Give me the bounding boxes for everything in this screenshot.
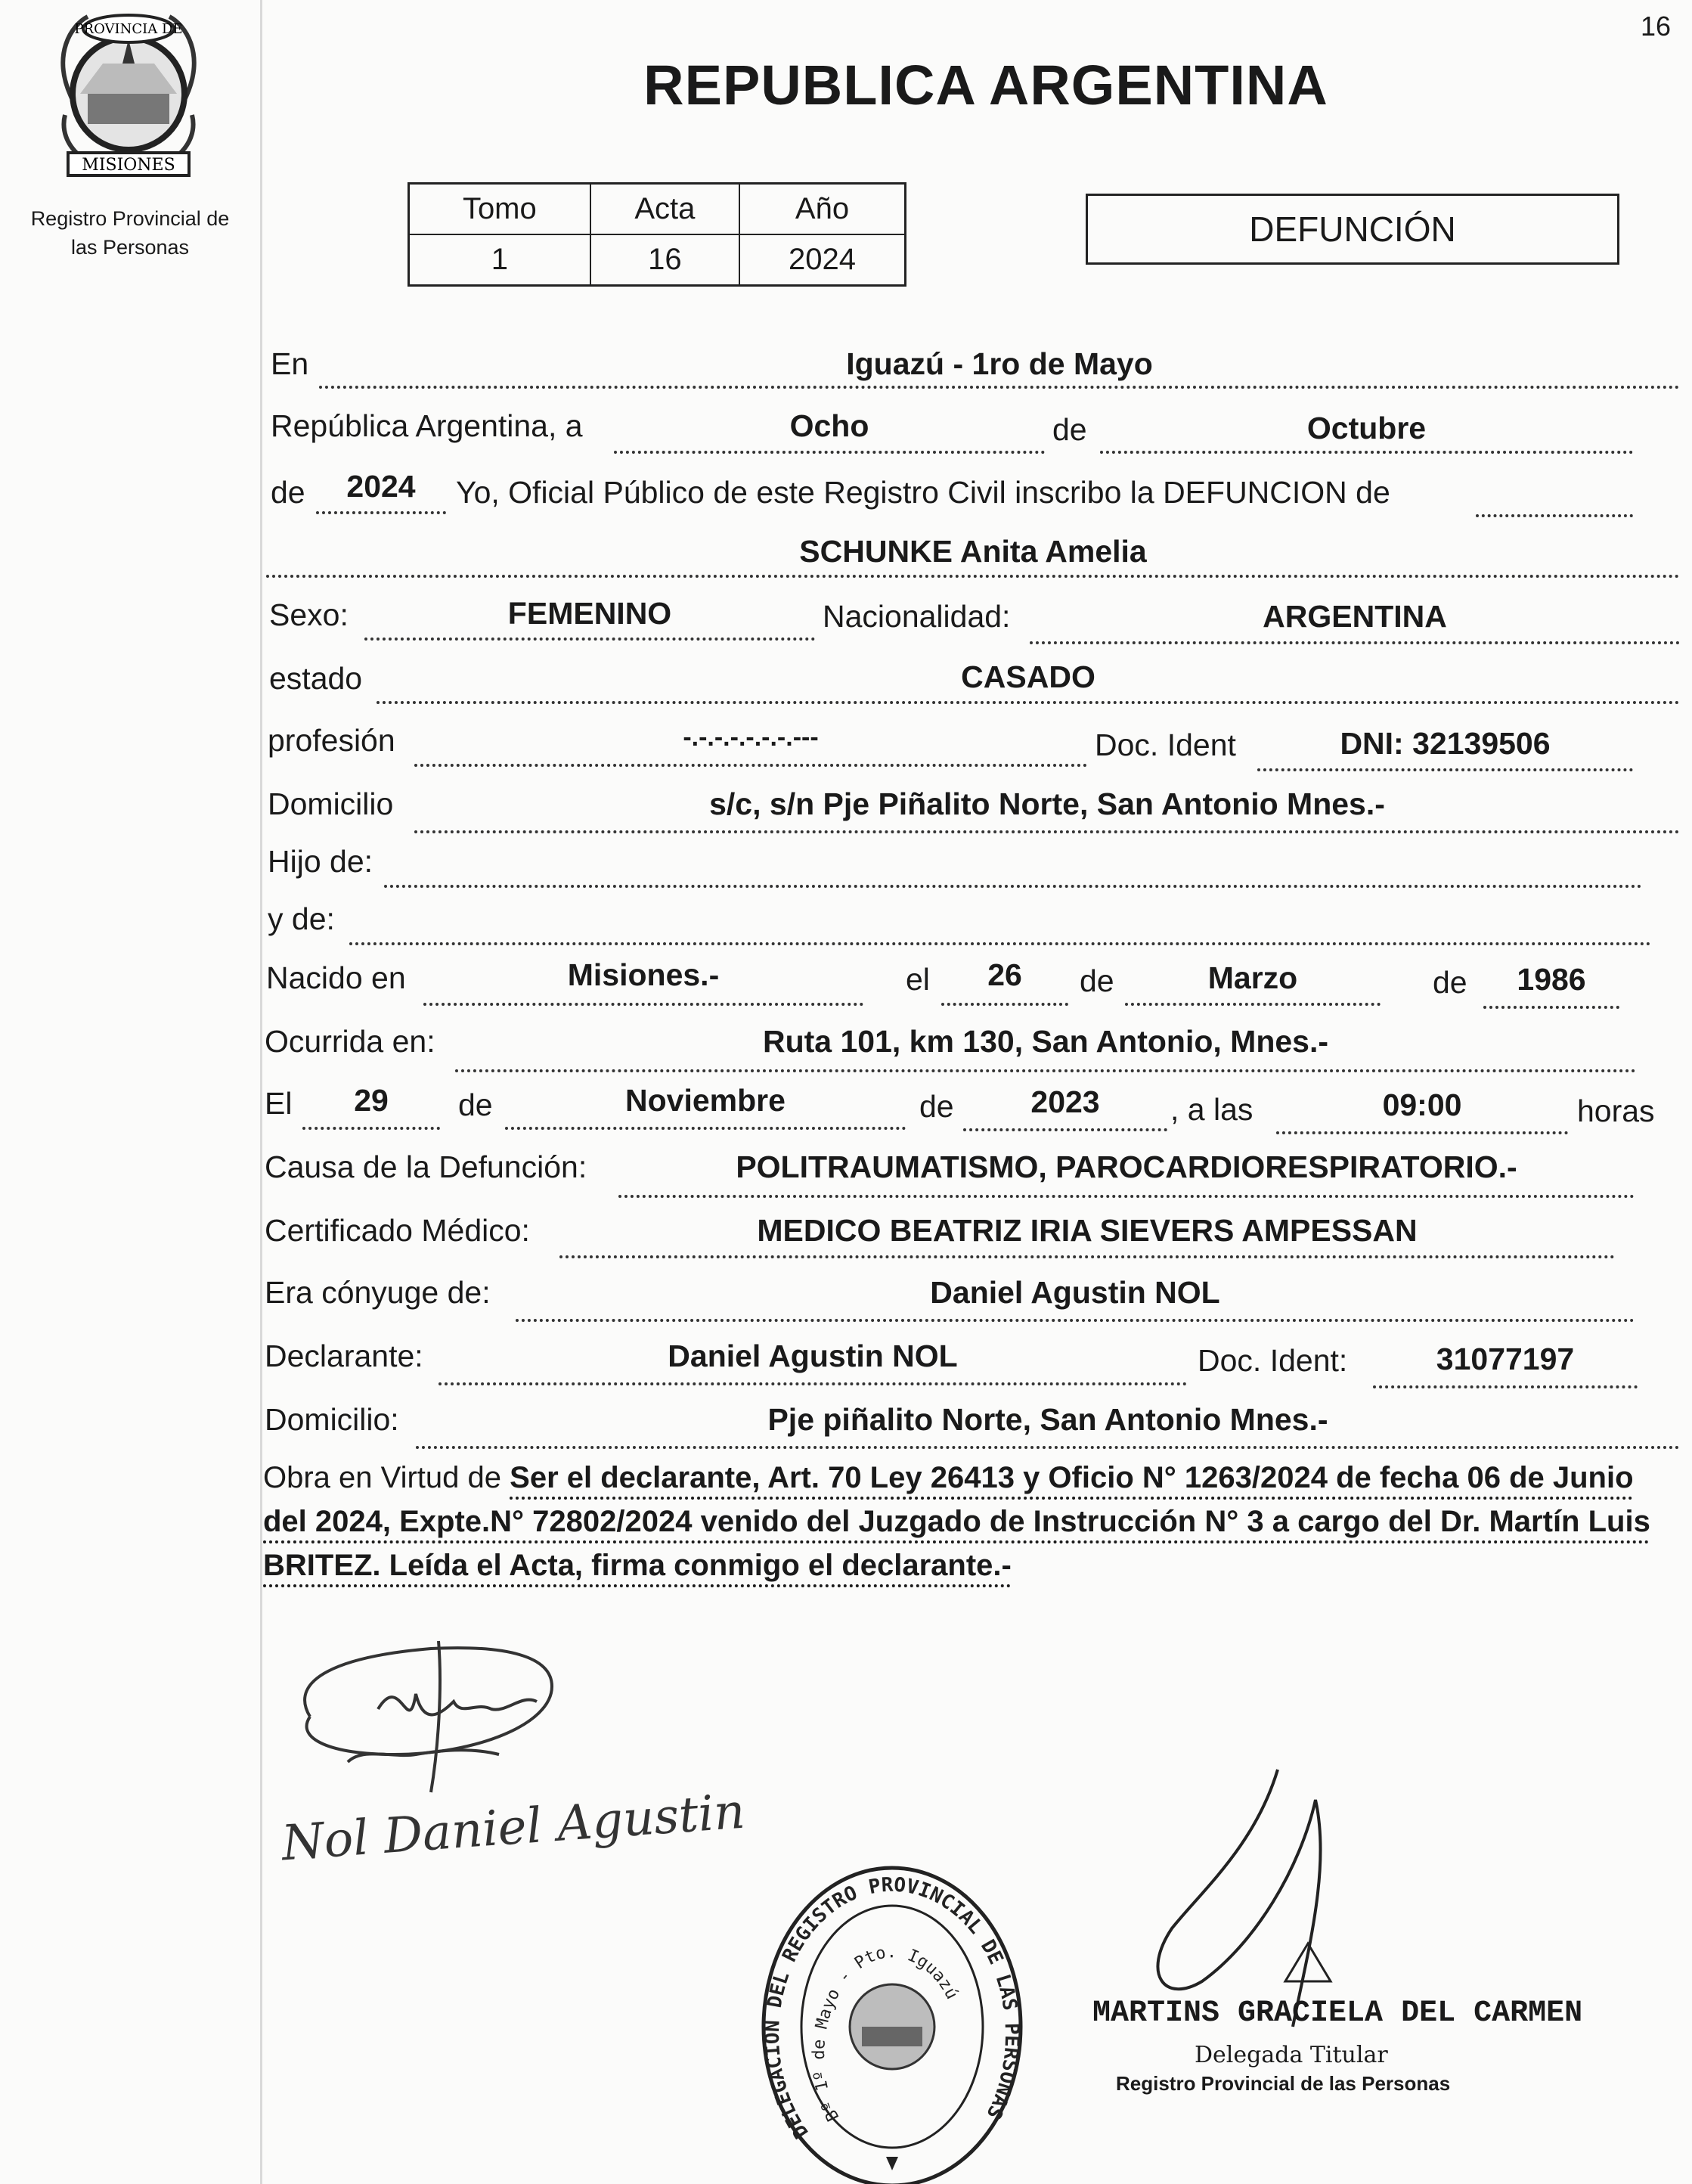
dotted-line [505, 1127, 906, 1130]
official-role: Delegada Titular [1195, 2042, 1388, 2068]
declarante-label: Declarante: [265, 1339, 423, 1373]
profesion-label: profesión [268, 723, 395, 758]
registry-label-line1: Registro Provincial de [30, 207, 230, 230]
el2-label: El [265, 1086, 293, 1121]
nacido-dia-value: 26 [987, 957, 1022, 992]
de-label: de [919, 1089, 954, 1124]
dotted-line [319, 386, 1680, 389]
estado-label: estado [269, 661, 363, 696]
de-label: de [1052, 412, 1087, 447]
nacido-mes-value: Marzo [1207, 960, 1298, 995]
causa-label: Causa de la Defunción: [265, 1149, 587, 1184]
doc-ident-label: Doc. Ident [1095, 727, 1236, 762]
obra-paragraph [263, 1456, 1674, 1587]
muerte-dia-value: 29 [354, 1083, 389, 1118]
doc-ident2-label: Doc. Ident: [1198, 1343, 1348, 1378]
dotted-line [349, 942, 1651, 945]
alas-label: , a las [1170, 1092, 1254, 1127]
stamp-text: DELEGACION DEL REGISTRO PROVINCIAL DE LAS PERSONAS [761, 1873, 1024, 2142]
conyuge-value: Daniel Agustin NOL [930, 1275, 1220, 1310]
dotted-line [941, 1003, 1068, 1006]
ocurrida-value: Ruta 101, km 130, San Antonio, Mnes.- [762, 1024, 1329, 1059]
dotted-line [963, 1128, 1167, 1131]
emblem-top-text: PROVINCIA DE [74, 21, 183, 37]
estado-value: CASADO [961, 659, 1095, 694]
dotted-line [414, 830, 1680, 833]
emblem-bottom-text: MISIONES [82, 156, 175, 175]
table-header-acta: Acta [590, 184, 739, 235]
registry-stamp-icon [748, 1845, 1036, 2184]
de-label: de [271, 475, 305, 510]
dotted-line [618, 1195, 1635, 1198]
month-value: Octubre [1306, 411, 1427, 445]
muerte-hora-value: 09:00 [1382, 1087, 1462, 1122]
dotted-line [1030, 641, 1680, 644]
page-number: 16 [1641, 11, 1672, 42]
document-title: REPUBLICA ARGENTINA [643, 54, 1328, 116]
dotted-line [516, 1319, 1635, 1322]
dotted-line [1276, 1131, 1568, 1134]
certificado-value: MEDICO BEATRIZ IRIA SIEVERS AMPESSAN [757, 1213, 1418, 1248]
year-value: 2024 [346, 469, 416, 504]
dotted-line [1100, 451, 1633, 454]
official-registry: Registro Provincial de las Personas [1116, 2072, 1451, 2095]
dotted-line [414, 764, 1087, 767]
dotted-line [455, 1069, 1636, 1072]
obra-label: Obra en Virtud de [263, 1461, 502, 1494]
dotted-line [364, 638, 815, 641]
record-number-table [408, 182, 906, 287]
obra-text: Ser el declarante, Art. 70 Ley 26413 y Oficio N° 1263/2024 de fecha 06 de Junio del 2024, Expte.N° 72802/2024 venido del Juzgado de Instrucción N° 3 a cargo del Dr. Martín Luis BRITEZ. Leída el Acta, firma conmigo el declarante.- [263, 1461, 1650, 1582]
dotted-line [316, 511, 446, 514]
el-label: el [906, 962, 930, 997]
muerte-mes-value: Noviembre [625, 1083, 786, 1118]
sexo-value: FEMENINO [507, 596, 672, 631]
doc-ident-value: DNI: 32139506 [1340, 726, 1551, 761]
dotted-line [614, 451, 1045, 454]
dotted-line [1476, 514, 1633, 517]
table-value-tomo: 1 [409, 234, 590, 286]
muerte-anio-value: 2023 [1030, 1084, 1100, 1119]
deceased-name-value: SCHUNKE Anita Amelia [799, 534, 1147, 569]
record-type-box: DEFUNCIÓN [1086, 194, 1619, 265]
certificado-label: Certificado Médico: [265, 1213, 530, 1248]
dotted-line [302, 1127, 440, 1130]
table-value-anio: 2024 [739, 234, 906, 286]
nacionalidad-label: Nacionalidad: [823, 599, 1011, 634]
profesion-value: -.-.-.-.-.-.-.--- [683, 723, 819, 752]
declarante-value: Daniel Agustin NOL [668, 1339, 958, 1373]
hijo-label: Hijo de: [268, 844, 373, 879]
dotted-line [416, 1446, 1680, 1449]
nacido-label: Nacido en [266, 960, 406, 995]
dotted-line [1483, 1006, 1619, 1009]
domicilio-value: s/c, s/n Pje Piñalito Norte, San Antonio Mnes.- [709, 786, 1385, 821]
registry-label [0, 204, 260, 262]
table-header-anio: Año [739, 184, 906, 235]
inscribo-text: Yo, Oficial Público de este Registro Civil inscribo la DEFUNCION de [456, 475, 1390, 510]
de-label: de [1080, 963, 1114, 998]
dotted-line [1257, 768, 1633, 771]
nacido-lugar-value: Misiones.- [567, 957, 720, 992]
table-header-tomo: Tomo [409, 184, 590, 235]
en-label: En [271, 346, 309, 381]
table-value-acta: 16 [590, 234, 739, 286]
page-margin-rule [260, 0, 262, 2184]
declarant-handwritten-name: Nol Daniel Agustin [280, 1783, 747, 1872]
domicilio-label: Domicilio [268, 786, 394, 821]
nacido-anio-value: 1986 [1517, 962, 1586, 997]
stamp-inner-text: Bº 1º de Mayo - Pto. Iguazú [809, 1943, 962, 2124]
de-label: de [458, 1087, 493, 1122]
ocurrida-label: Ocurrida en: [265, 1024, 435, 1059]
yde-label: y de: [268, 901, 335, 936]
dotted-line [384, 885, 1642, 888]
dotted-line [377, 701, 1680, 704]
horas-label: horas [1577, 1094, 1655, 1128]
official-name: MARTINS GRACIELA DEL CARMEN [1092, 1996, 1583, 2030]
sexo-label: Sexo: [269, 597, 349, 632]
registry-label-line2: las Personas [70, 236, 190, 259]
dotted-line [559, 1255, 1615, 1258]
place-value: Iguazú - 1ro de Mayo [846, 346, 1153, 381]
declarante-doc-value: 31077197 [1436, 1342, 1575, 1376]
nacionalidad-value: ARGENTINA [1263, 599, 1447, 634]
de-label: de [1433, 965, 1467, 1000]
causa-value: POLITRAUMATISMO, PAROCARDIORESPIRATORIO.- [736, 1149, 1517, 1184]
republica-label: República Argentina, a [271, 408, 583, 443]
dotted-line [438, 1382, 1187, 1385]
dotted-line [1125, 1003, 1381, 1006]
conyuge-label: Era cónyuge de: [265, 1275, 491, 1310]
dotted-line [266, 575, 1680, 578]
day-value: Ocho [789, 408, 869, 443]
dotted-line [423, 1003, 863, 1006]
dotted-line [1373, 1385, 1638, 1388]
declarante-domicilio-value: Pje piñalito Norte, San Antonio Mnes.- [767, 1402, 1328, 1437]
domicilio2-label: Domicilio: [265, 1402, 399, 1437]
